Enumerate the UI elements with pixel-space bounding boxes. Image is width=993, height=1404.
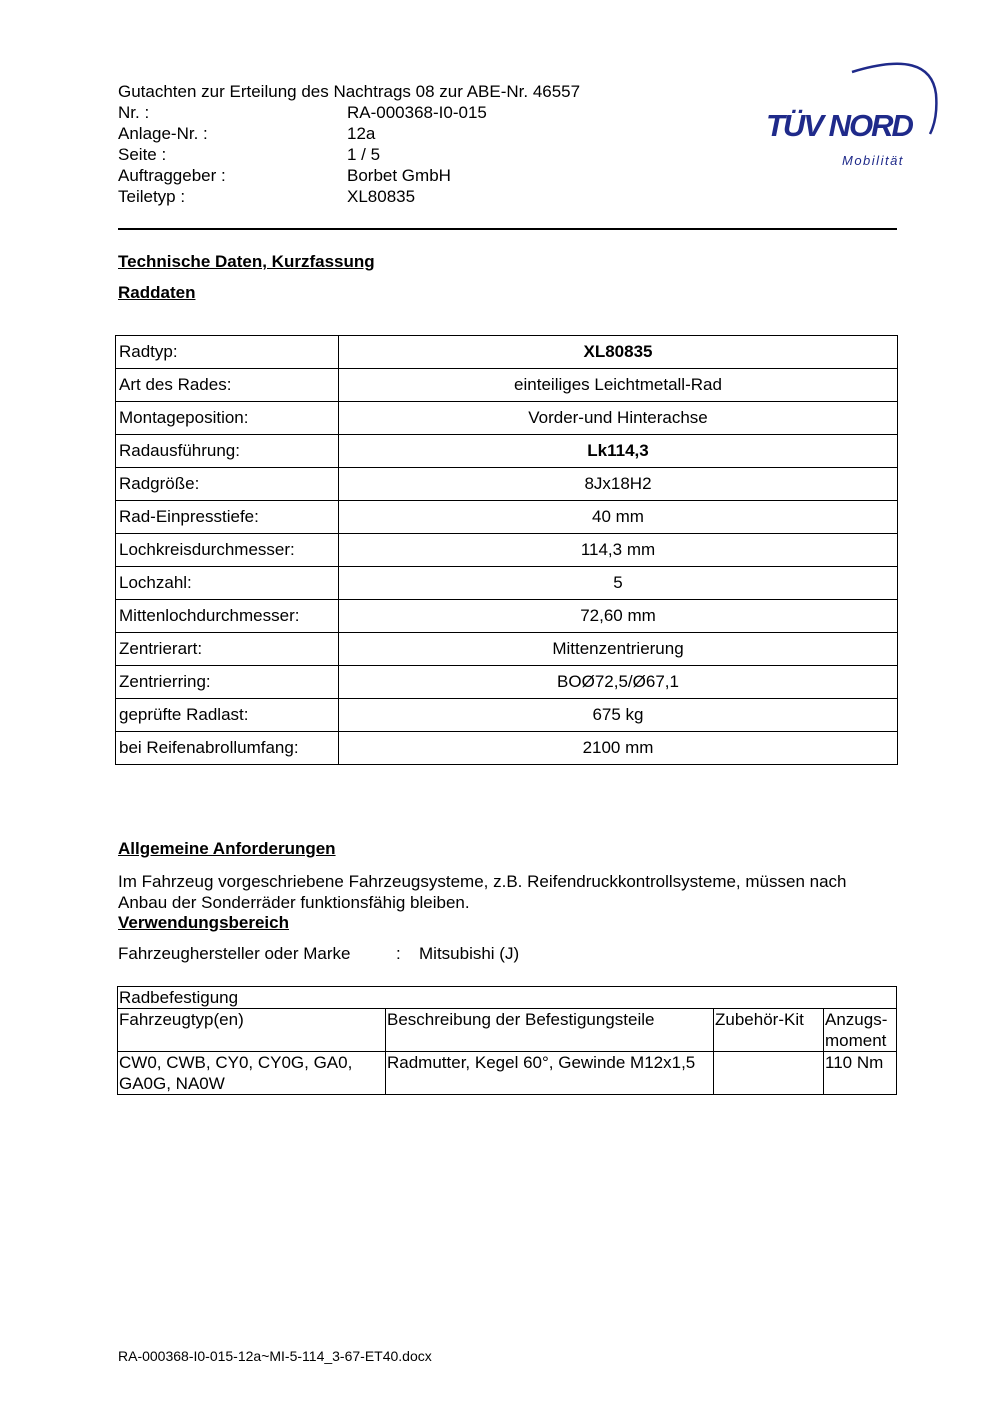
- footer-filename: RA-000368-I0-015-12a~MI-5-114_3-67-ET40.docx: [118, 1348, 432, 1364]
- row-value: einteiliges Leichtmetall-Rad: [339, 369, 898, 402]
- table-row: [116, 567, 898, 600]
- hersteller-separator: :: [396, 944, 401, 963]
- row-value: Mittenzentrierung: [339, 633, 898, 666]
- section-verwendungsbereich: Verwendungsbereich: [118, 913, 289, 932]
- cell-anzugsmoment: 110 Nm: [824, 1052, 897, 1095]
- row-label: Radtyp:: [116, 336, 339, 369]
- section-allgemeine-anforderungen: Allgemeine Anforderungen: [118, 839, 336, 858]
- table-row: [118, 987, 897, 1009]
- row-label: bei Reifenabrollumfang:: [116, 732, 339, 765]
- radbefestigung-title: Radbefestigung: [118, 987, 897, 1009]
- row-label: Zentrierring:: [116, 666, 339, 699]
- auftraggeber-label: Auftraggeber :: [118, 166, 226, 185]
- document-title: Gutachten zur Erteilung des Nachtrags 08 zur ABE-Nr. 46557: [118, 82, 581, 101]
- row-value: XL80835: [339, 336, 898, 369]
- header-anzugsmoment: Anzugs-moment: [824, 1009, 897, 1052]
- teiletyp-value: XL80835: [347, 187, 416, 206]
- row-label: Mittenlochdurchmesser:: [116, 600, 339, 633]
- seite-label: Seite :: [118, 145, 167, 164]
- logo-arc-icon: [760, 56, 945, 171]
- row-label: Lochzahl:: [116, 567, 339, 600]
- anlage-value: 12a: [347, 124, 376, 143]
- row-label: Radausführung:: [116, 435, 339, 468]
- table-row: [116, 435, 898, 468]
- row-label: Radgröße:: [116, 468, 339, 501]
- row-value: 8Jx18H2: [339, 468, 898, 501]
- row-value: 5: [339, 567, 898, 600]
- row-label: geprüfte Radlast:: [116, 699, 339, 732]
- nr-label: Nr. :: [118, 103, 150, 122]
- header-divider: [118, 228, 897, 230]
- row-value: 2100 mm: [339, 732, 898, 765]
- table-row: [116, 468, 898, 501]
- hersteller-value: Mitsubishi (J): [419, 944, 520, 963]
- row-label: Art des Rades:: [116, 369, 339, 402]
- table-row: [118, 1052, 897, 1095]
- row-value: 40 mm: [339, 501, 898, 534]
- raddaten-table: [115, 335, 898, 765]
- row-label: Rad-Einpresstiefe:: [116, 501, 339, 534]
- table-row: [116, 369, 898, 402]
- row-label: Lochkreisdurchmesser:: [116, 534, 339, 567]
- row-label: Montageposition:: [116, 402, 339, 435]
- table-row: [116, 633, 898, 666]
- row-value: 675 kg: [339, 699, 898, 732]
- auftraggeber-value: Borbet GmbH: [347, 166, 451, 185]
- table-header-row: [118, 1009, 897, 1052]
- tuv-nord-logo: [760, 56, 945, 171]
- table-row: [116, 699, 898, 732]
- logo-sub-text: Mobilität: [842, 153, 904, 168]
- table-row: [116, 534, 898, 567]
- cell-fahrzeugtyp: CW0, CWB, CY0, CY0G, GA0, GA0G, NA0W: [118, 1052, 386, 1095]
- hersteller-label: Fahrzeughersteller oder Marke: [118, 944, 351, 963]
- table-row: [116, 732, 898, 765]
- table-row: [116, 666, 898, 699]
- cell-beschreibung: Radmutter, Kegel 60°, Gewinde M12x1,5: [386, 1052, 714, 1095]
- table-row: [116, 336, 898, 369]
- logo-brand-text: TÜV NORD: [766, 108, 912, 143]
- header-zubehoer-kit: Zubehör-Kit: [714, 1009, 824, 1052]
- nr-value: RA-000368-I0-015: [347, 103, 487, 122]
- teiletyp-label: Teiletyp :: [118, 187, 186, 206]
- cell-zubehoer-kit: [714, 1052, 824, 1095]
- header-fahrzeugtyp: Fahrzeugtyp(en): [118, 1009, 386, 1052]
- radbefestigung-table: [117, 986, 897, 1095]
- row-value: 114,3 mm: [339, 534, 898, 567]
- allgemeine-anforderungen-text: Im Fahrzeug vorgeschriebene Fahrzeugsysteme, z.B. Reifendruckkontrollsysteme, müssen nach Anbau der Sonderräder funktionsfähig bleiben.: [118, 872, 847, 912]
- header-beschreibung: Beschreibung der Befestigungsteile: [386, 1009, 714, 1052]
- row-value: 72,60 mm: [339, 600, 898, 633]
- row-value: Lk114,3: [339, 435, 898, 468]
- table-row: [116, 600, 898, 633]
- row-value: BOØ72,5/Ø67,1: [339, 666, 898, 699]
- seite-value: 1 / 5: [347, 145, 381, 164]
- section-raddaten: Raddaten: [118, 283, 196, 302]
- section-technische-daten: Technische Daten, Kurzfassung: [118, 252, 375, 271]
- row-value: Vorder-und Hinterachse: [339, 402, 898, 435]
- table-row: [116, 501, 898, 534]
- table-row: [116, 402, 898, 435]
- anlage-label: Anlage-Nr. :: [118, 124, 208, 143]
- row-label: Zentrierart:: [116, 633, 339, 666]
